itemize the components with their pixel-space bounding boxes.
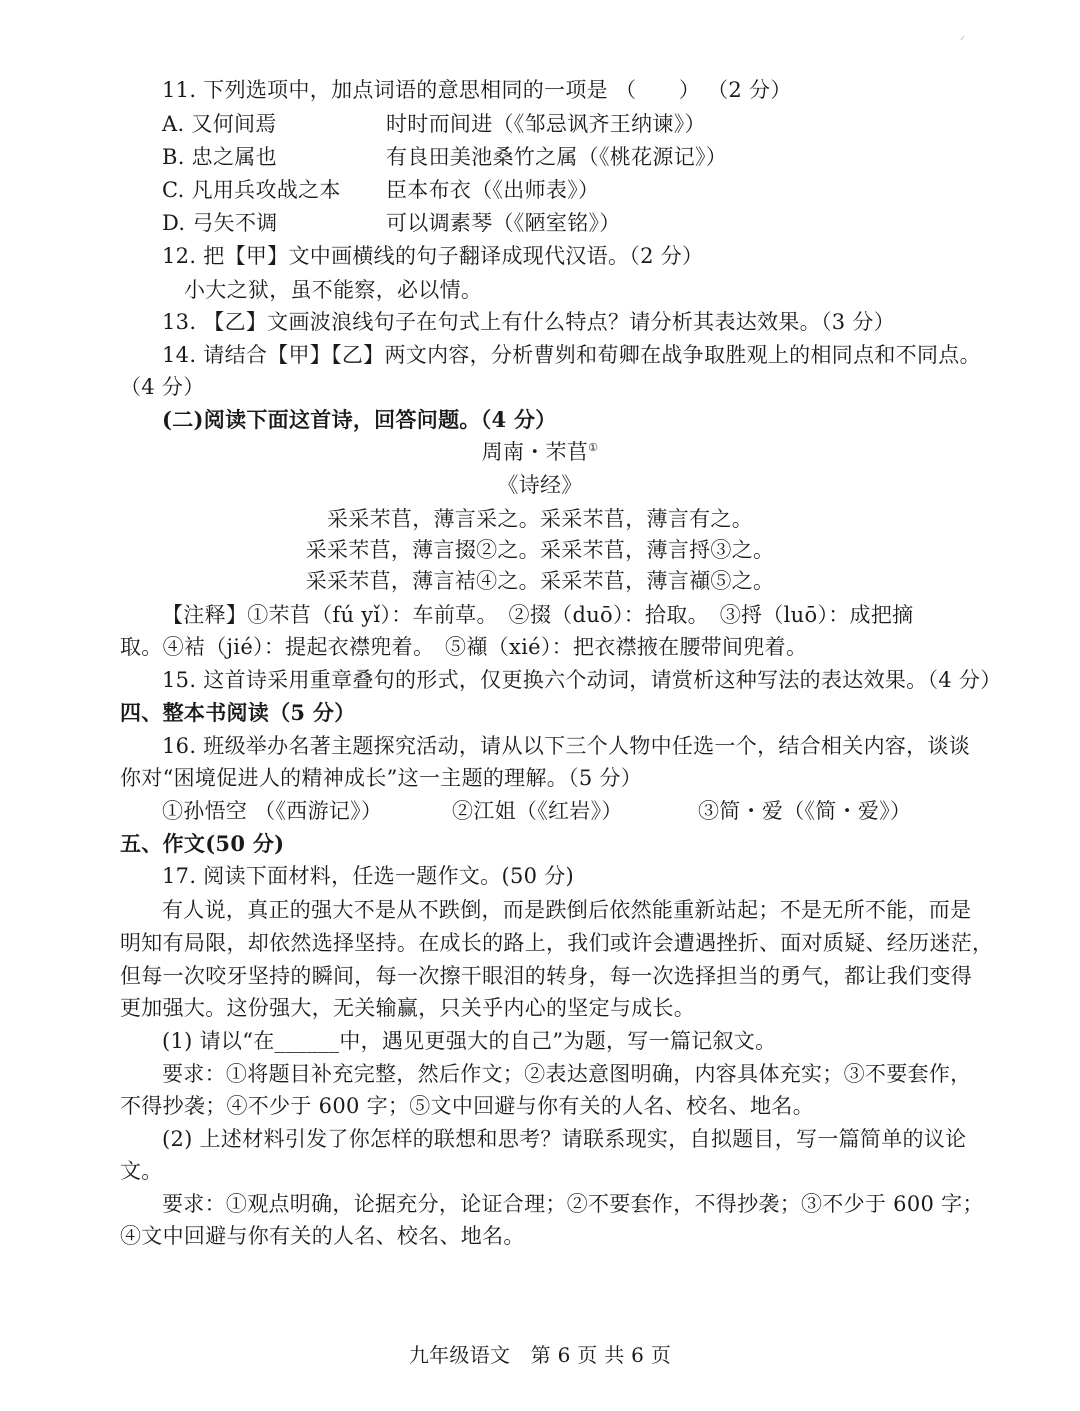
q11-option-c-left: C. 凡用兵攻战之本 <box>162 178 341 202</box>
q11-option-b-right: 有良田美池桑竹之属（《桃花源记》） <box>386 145 728 169</box>
q11-option-d-right: 可以调素琴（《陋室铭》） <box>386 211 621 235</box>
poem-line-1: 采采芣苢，薄言采之。采采芣苢，薄言有之。 <box>327 507 753 531</box>
poem-title-note: ① <box>588 441 599 454</box>
poem-notes-line-1: 【注释】①芣苢（fú yǐ）：车前草。 ②掇（duō）：拾取。 ③捋（luō）：成把摘 <box>162 603 914 627</box>
q11-option-c-right: 臣本布衣（《出师表》） <box>386 178 600 202</box>
q14-stem: 14. 请结合【甲】【乙】两文内容，分析曹刿和荀卿在战争取胜观上的相同点和不同点。 <box>162 343 981 367</box>
page-footer: 九年级语文 第 6 页 共 6 页 <box>408 1343 672 1367</box>
task1-prompt: (1) 请以“在______中，遇见更强大的自己”为题，写一篇记叙文。 <box>162 1029 777 1053</box>
material-line-1: 有人说，真正的强大不是从不跌倒，而是跌倒后依然能重新站起；不是无所不能，而是 <box>162 898 972 922</box>
q17-stem: 17. 阅读下面材料，任选一题作文。(50 分) <box>162 864 575 888</box>
q12-sentence: 小大之狱，虽不能察，必以情。 <box>184 278 483 302</box>
task1-requirements-line-1: 要求：①将题目补充完整，然后作文；②表达意图明确，内容具体充实；③不要套作， <box>162 1062 972 1086</box>
q12-stem: 12. 把【甲】文中画横线的句子翻译成现代汉语。（2 分） <box>162 244 704 268</box>
q13-stem: 13. 【乙】文画波浪线句子在句式上有什么特点？请分析其表达效果。（3 分） <box>162 310 896 334</box>
poem-title <box>0 438 1080 466</box>
material-line-2: 明知有局限，却依然选择坚持。在成长的路上，我们或许会遭遇挫折、面对质疑、经历迷茫， <box>120 931 994 955</box>
material-line-4: 更加强大。这份强大，无关输赢，只关乎内心的坚定与成长。 <box>120 996 696 1020</box>
q11-option-a-left: A. 又何间焉 <box>162 112 277 136</box>
poem-title-text: 周南・芣苢 <box>481 440 589 464</box>
material-line-3: 但每一次咬牙坚持的瞬间，每一次擦干眼泪的转身，每一次选择担当的勇气，都让我们变得 <box>120 964 972 988</box>
poem-section-heading: (二)阅读下面这首诗，回答问题。（4 分） <box>162 407 557 432</box>
section5-heading: 五、作文(50 分) <box>120 831 285 856</box>
q16-choice-3: ③简・爱（《简・爱》） <box>698 799 912 823</box>
q11-option-d-left: D. 弓矢不调 <box>162 211 278 235</box>
poem-line-3: 采采芣苢，薄言袺④之。采采芣苢，薄言襭⑤之。 <box>305 569 775 593</box>
q16-choice-2: ②江姐（《红岩》） <box>452 799 623 823</box>
q11-option-a-right: 时时而间进（《邹忌讽齐王纳谏》） <box>386 112 706 136</box>
q16-line-2: 你对“困境促进人的精神成长”这一主题的理解。（5 分） <box>120 766 643 790</box>
q16-line-1: 16. 班级举办名著主题探究活动，请从以下三个人物中任选一个，结合相关内容，谈谈 <box>162 734 971 758</box>
section4-heading: 四、整本书阅读（5 分） <box>120 700 356 725</box>
task2-prompt-line-1: (2) 上述材料引发了你怎样的联想和思考？请联系现实，自拟题目，写一篇简单的议论 <box>162 1127 967 1151</box>
q11-stem: 11. 下列选项中，加点词语的意思相同的一项是 （ ） （2 分） <box>162 78 792 102</box>
task2-requirements-line-1: 要求：①观点明确，论据充分，论证合理；②不要套作，不得抄袭；③不少于 600 字； <box>162 1192 984 1216</box>
q15-stem: 15. 这首诗采用重章叠句的形式，仅更换六个动词，请赏析这种写法的表达效果。（4 分） <box>162 668 1002 692</box>
scan-mark-icon: ⸝ <box>960 31 965 42</box>
q16-choice-1: ①孙悟空 （《西游记》） <box>162 799 383 823</box>
q11-option-b-left: B. 忠之属也 <box>162 145 277 169</box>
task1-requirements-line-2: 不得抄袭；④不少于 600 字；⑤文中回避与你有关的人名、校名、地名。 <box>120 1094 814 1118</box>
poem-line-2: 采采芣苢，薄言掇②之。采采芣苢，薄言捋③之。 <box>305 538 775 562</box>
poem-notes-line-2: 取。④袺（jié）：提起衣襟兜着。 ⑤襭（xié）：把衣襟掖在腰带间兜着。 <box>120 635 808 659</box>
task2-requirements-line-2: ④文中回避与你有关的人名、校名、地名。 <box>120 1224 525 1248</box>
task2-prompt-line-2: 文。 <box>120 1159 163 1183</box>
q14-score: （4 分） <box>120 375 205 399</box>
poem-source: 《诗经》 <box>497 473 583 497</box>
